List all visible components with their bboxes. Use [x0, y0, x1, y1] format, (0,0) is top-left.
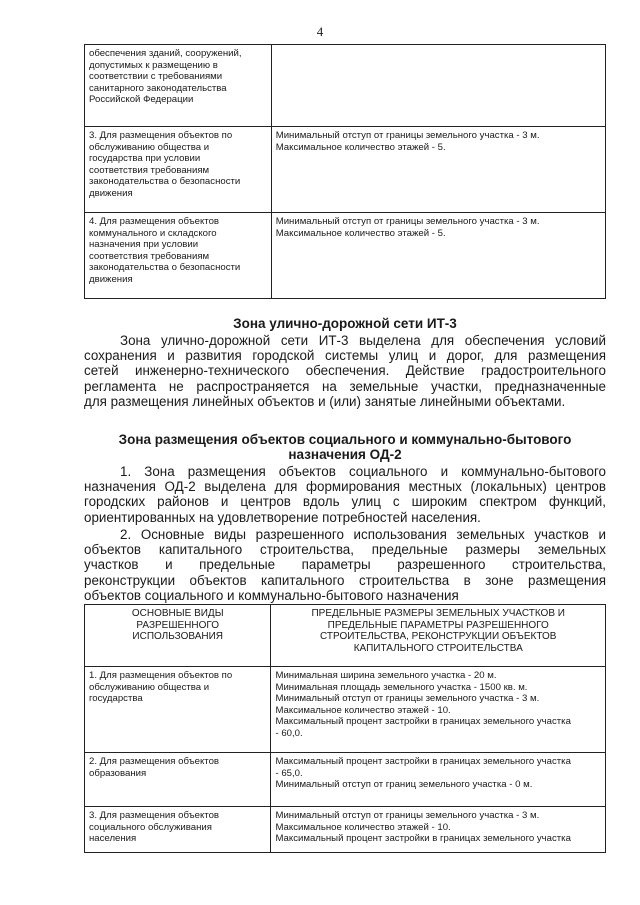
header-line: КАПИТАЛЬНОГО СТРОИТЕЛЬСТВА	[353, 642, 523, 654]
parameters-cell	[271, 807, 606, 853]
paragraph-line: для размещения линейных объектов и (или) занятые линейными объектами.	[84, 393, 566, 409]
cell-line: населения	[89, 833, 137, 845]
parameters-cell	[271, 127, 605, 213]
cell-line: государства при условии	[89, 153, 201, 165]
cell-line: - 65,0.	[275, 767, 303, 779]
header-line: ИСПОЛЬЗОВАНИЯ	[132, 631, 224, 643]
use-type-cell	[85, 45, 272, 127]
cell-line: 3. Для размещения объектов по	[89, 130, 233, 141]
heading-line: назначения ОД-2	[288, 447, 402, 462]
paragraph-od2-2	[84, 527, 606, 603]
header-use-types	[85, 605, 271, 667]
cell-line: Максимальное количество этажей - 10.	[275, 704, 451, 716]
cell-line: Российской Федерации	[89, 94, 194, 106]
cell-line: Максимальный процент застройки в границах земельного участка	[275, 756, 571, 767]
paragraph-line: 2. Основные виды разрешенного использования земельных участков и	[120, 527, 606, 542]
cell-line: государства	[89, 693, 143, 705]
paragraph-line: ориентированных на удовлетворение потребностей населения.	[84, 509, 481, 525]
header-line: СТРОИТЕЛЬСТВА, РЕКОНСТРУКЦИИ ОБЪЕКТОВ	[320, 631, 557, 643]
header-parameters	[271, 605, 606, 667]
cell-line: Минимальный отступ от границы земельного участка - 3 м.	[275, 810, 540, 821]
cell-line: образования	[89, 767, 147, 779]
cell-line: соответствия требованиям	[89, 250, 210, 262]
table-row	[85, 667, 606, 753]
paragraph-line: городских районов и центров вдоль улиц с широким спектром функций,	[84, 494, 606, 510]
cell-line: Минимальный отступ от границы земельного участка - 3 м.	[275, 693, 540, 705]
paragraph-line: регламента не распространяется на земельные участки, предназначенные	[84, 378, 606, 394]
paragraph-line: Зона улично-дорожной сети ИТ-3 выделена для обеспечения условий	[120, 333, 606, 348]
top-regulation-table	[84, 44, 606, 299]
section-heading-it3: Зона улично-дорожной сети ИТ-3	[233, 316, 457, 331]
parameters-cell	[271, 45, 605, 127]
use-type-cell	[85, 753, 271, 807]
heading-line: Зона размещения объектов социального и коммунально-бытового	[118, 432, 572, 447]
header-line: ПРЕДЕЛЬНЫЕ ПАРАМЕТРЫ РАЗРЕШЕННОГО	[327, 619, 549, 631]
cell-line: коммунального и складского	[89, 227, 217, 239]
cell-line: законодательства о безопасности	[89, 262, 241, 274]
parameters-cell	[271, 667, 606, 753]
cell-line: Максимальный процент застройки в границах земельного участка	[275, 833, 571, 845]
section-heading-od2	[84, 432, 606, 462]
table-row	[85, 753, 606, 807]
paragraph-od2-1	[84, 464, 606, 525]
cell-line: Максимальное количество этажей - 5.	[275, 227, 446, 239]
cell-line: Минимальный отступ от границы земельного участка - 3 м.	[275, 216, 540, 227]
cell-line: санитарного законодательства	[89, 82, 227, 94]
paragraph-line: 1. Зона размещения объектов социального и коммунально-бытового	[120, 464, 606, 479]
cell-line: соответствия требованиям	[89, 164, 210, 176]
cell-line: Минимальный отступ от границы земельного участка - 3 м.	[275, 130, 540, 141]
cell-line: допустимых к размещению в	[89, 59, 218, 71]
table-row	[85, 45, 606, 127]
header-line: ПРЕДЕЛЬНЫЕ РАЗМЕРЫ ЗЕМЕЛЬНЫХ УЧАСТКОВ И	[311, 608, 565, 619]
use-type-cell	[85, 213, 272, 299]
header-line: ОСНОВНЫЕ ВИДЫ	[131, 608, 224, 619]
page-number: 4	[316, 24, 324, 39]
paragraph-line: объектов социального и коммунально-бытового назначения	[84, 587, 459, 603]
table-row	[85, 127, 606, 213]
cell-line: Минимальная площадь земельного участка - 1500 кв. м.	[275, 681, 528, 693]
od2-regulation-table	[84, 604, 606, 853]
cell-line: обеспечения зданий, сооружений,	[89, 48, 242, 59]
cell-line: 4. Для размещения объектов	[89, 216, 220, 227]
cell-line: - 60,0.	[275, 727, 303, 739]
cell-line: назначения при условии	[89, 239, 199, 251]
cell-line: Максимальный процент застройки в границах земельного участка	[275, 716, 571, 728]
cell-line: Максимальное количество этажей - 10.	[275, 821, 451, 833]
cell-line: Максимальное количество этажей - 5.	[275, 141, 446, 153]
table-row	[85, 807, 606, 853]
paragraph-line: реконструкции объектов капитального строительства в зоне размещения	[84, 572, 606, 588]
cell-line: 3. Для размещения объектов	[89, 810, 220, 821]
cell-line: движения	[89, 187, 133, 199]
use-type-cell	[85, 807, 271, 853]
cell-line: Минимальный отступ от границ земельного участка - 0 м.	[275, 779, 533, 791]
cell-line: социального обслуживания	[89, 821, 212, 833]
paragraph-line: объектов капитального строительства, предельные размеры земельных	[84, 542, 606, 558]
parameters-cell	[271, 753, 606, 807]
paragraph-it3	[84, 333, 606, 409]
header-line: РАЗРЕШЕННОГО	[136, 619, 220, 631]
cell-line: законодательства о безопасности	[89, 176, 241, 188]
use-type-cell	[85, 127, 272, 213]
cell-line: движения	[89, 273, 133, 285]
table-header-row	[85, 605, 606, 667]
cell-line: обслуживанию общества и	[89, 681, 210, 693]
paragraph-line: сохранения и развития городской системы улиц и дорог, для размещения	[84, 348, 606, 364]
cell-line: соответствии с требованиями	[89, 71, 223, 83]
paragraph-line: назначения ОД-2 выделена для формирования местных (локальных) центров	[84, 479, 606, 495]
cell-line: 1. Для размещения объектов по	[89, 670, 233, 681]
cell-line: Минимальная ширина земельного участка - 20 м.	[275, 670, 497, 681]
paragraph-line: участков и предельные параметры разрешенного строительства,	[84, 557, 606, 573]
table-row	[85, 213, 606, 299]
parameters-cell	[271, 213, 605, 299]
paragraph-line: сетей инженерно-технического обеспечения. Действие градостроительного	[84, 363, 606, 379]
cell-line: обслуживанию общества и	[89, 141, 210, 153]
use-type-cell	[85, 667, 271, 753]
cell-line: 2. Для размещения объектов	[89, 756, 220, 767]
